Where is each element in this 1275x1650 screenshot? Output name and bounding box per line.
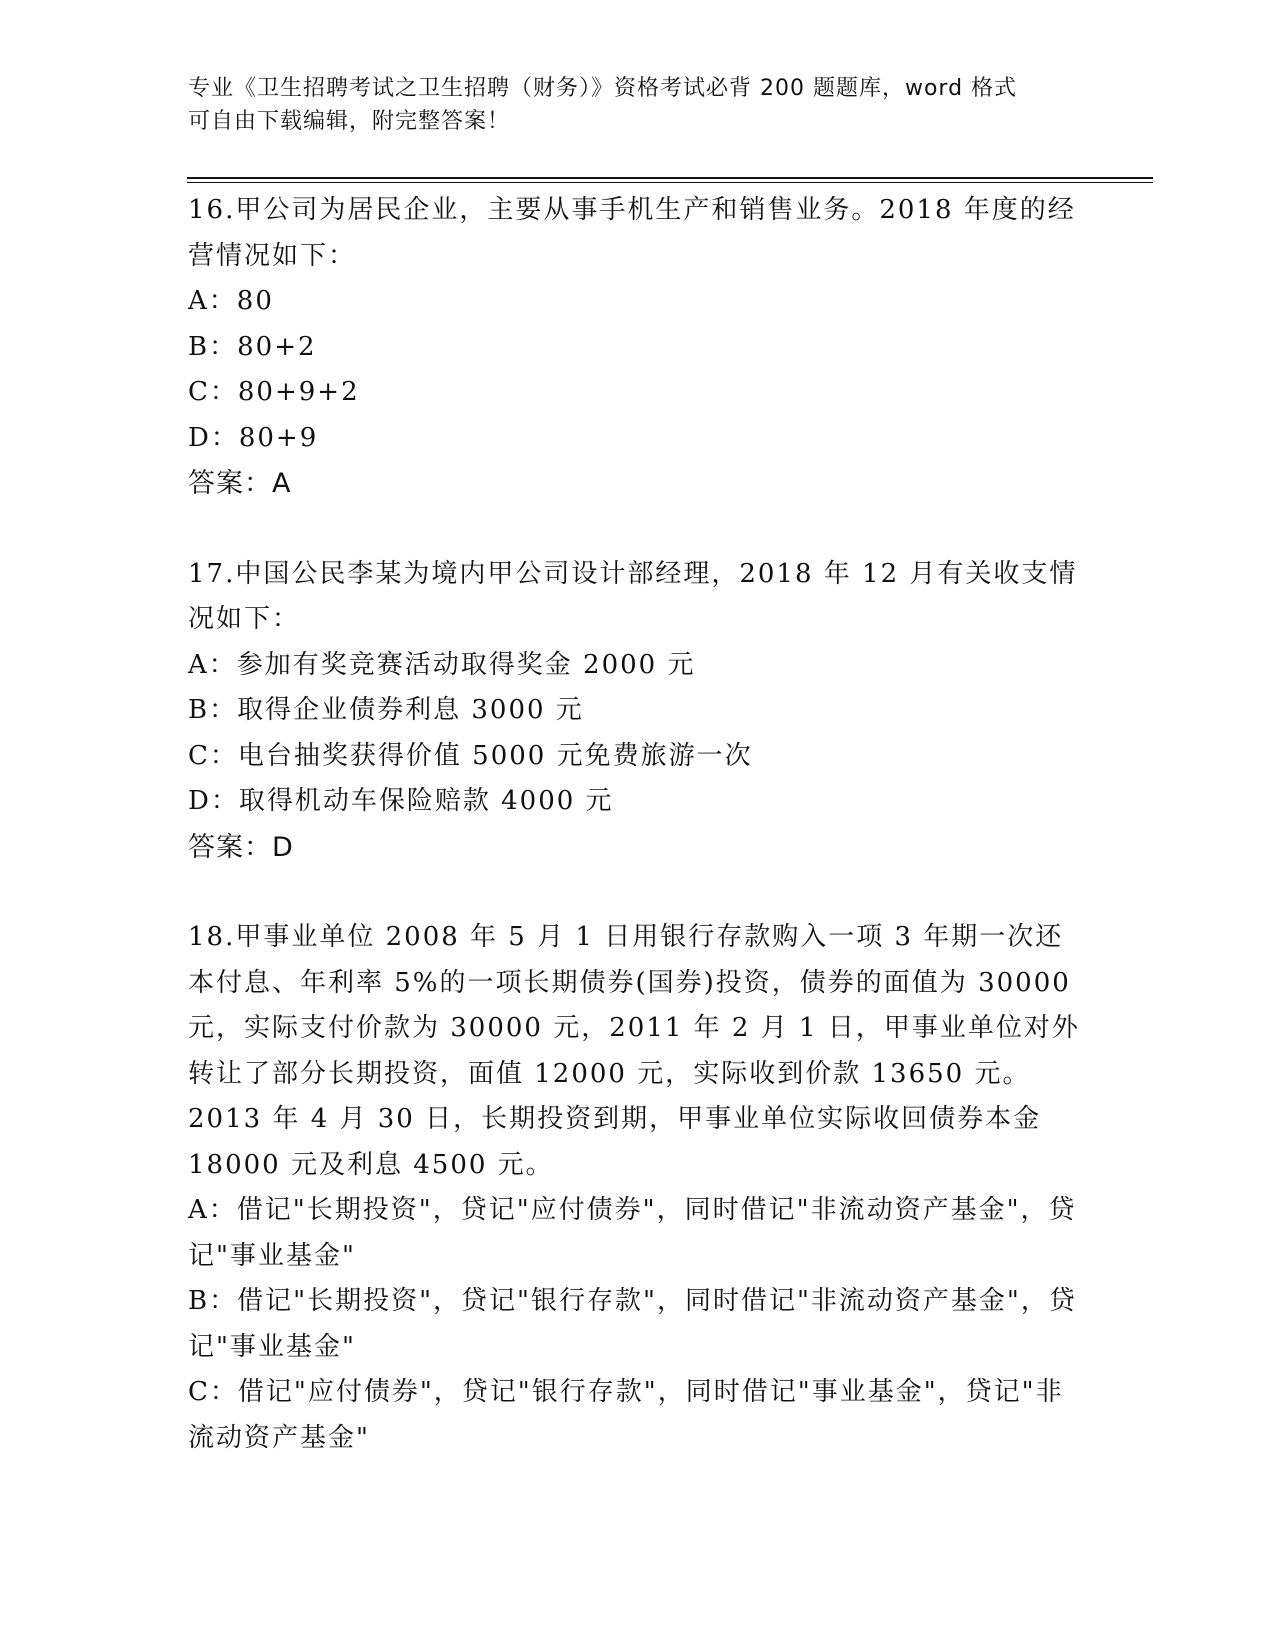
option-b: B：取得企业债券利息 3000 元 (188, 695, 584, 725)
header-rule-thin (187, 182, 1153, 183)
question-18 (188, 915, 1088, 1461)
header-rule-thick (187, 177, 1153, 179)
option-d: D：80+9 (188, 422, 319, 453)
question-stem: 16.甲公司为居民企业，主要从事手机生产和销售业务。2018 年度的经营情况如下： (188, 195, 1076, 271)
header-line-1: 专业《卫生招聘考试之卫生招聘（财务）》资格考试必背 200 题题库，word 格式 (188, 76, 1018, 101)
option-d: D：取得机动车保险赔款 4000 元 (188, 786, 614, 816)
answer: 答案：A (188, 468, 292, 499)
page-header (188, 72, 1068, 138)
option-a: A：借记"长期投资"，贷记"应付债券"，同时借记"非流动资产基金"，贷记"事业基金" (188, 1195, 1077, 1271)
option-c: C：电台抽奖获得价值 5000 元免费旅游一次 (188, 740, 753, 771)
option-b: B：80+2 (188, 331, 317, 362)
answer: 答案：D (188, 831, 294, 863)
question-stem: 17.中国公民李某为境内甲公司设计部经理，2018 年 12 月有关收支情况如下： (188, 558, 1078, 634)
question-17 (188, 552, 1088, 871)
option-a: A：参加有奖竞赛活动取得奖金 2000 元 (188, 649, 696, 680)
question-16 (188, 188, 1088, 507)
option-b: B：借记"长期投资"，贷记"银行存款"，同时借记"非流动资产基金"，贷记"事业基金" (188, 1286, 1077, 1362)
header-line-2: 可自由下载编辑，附完整答案！ (188, 109, 511, 134)
option-c: C：借记"应付债券"，贷记"银行存款"，同时借记"事业基金"，贷记"非流动资产基金" (188, 1377, 1064, 1453)
option-c: C：80+9+2 (188, 377, 360, 407)
question-stem: 18.甲事业单位 2008 年 5 月 1 日用银行存款购入一项 3 年期一次还本付息、年利率 5%的一项长期债券(国券)投资，债券的面值为 30000 元，实际支付价款为 30000 元，2011 年 2 月 1 日，甲事业单位对外转让了部分长期投资，面值 12000 元，实际收到价款 13650 元。2013 年 4 月 30 日，长期投资到期，甲事业单位实际收回债券本金 18000 元及利息 4500 元。 (188, 922, 1080, 1180)
question-list (188, 188, 1088, 1461)
option-a: A：80 (188, 286, 274, 316)
